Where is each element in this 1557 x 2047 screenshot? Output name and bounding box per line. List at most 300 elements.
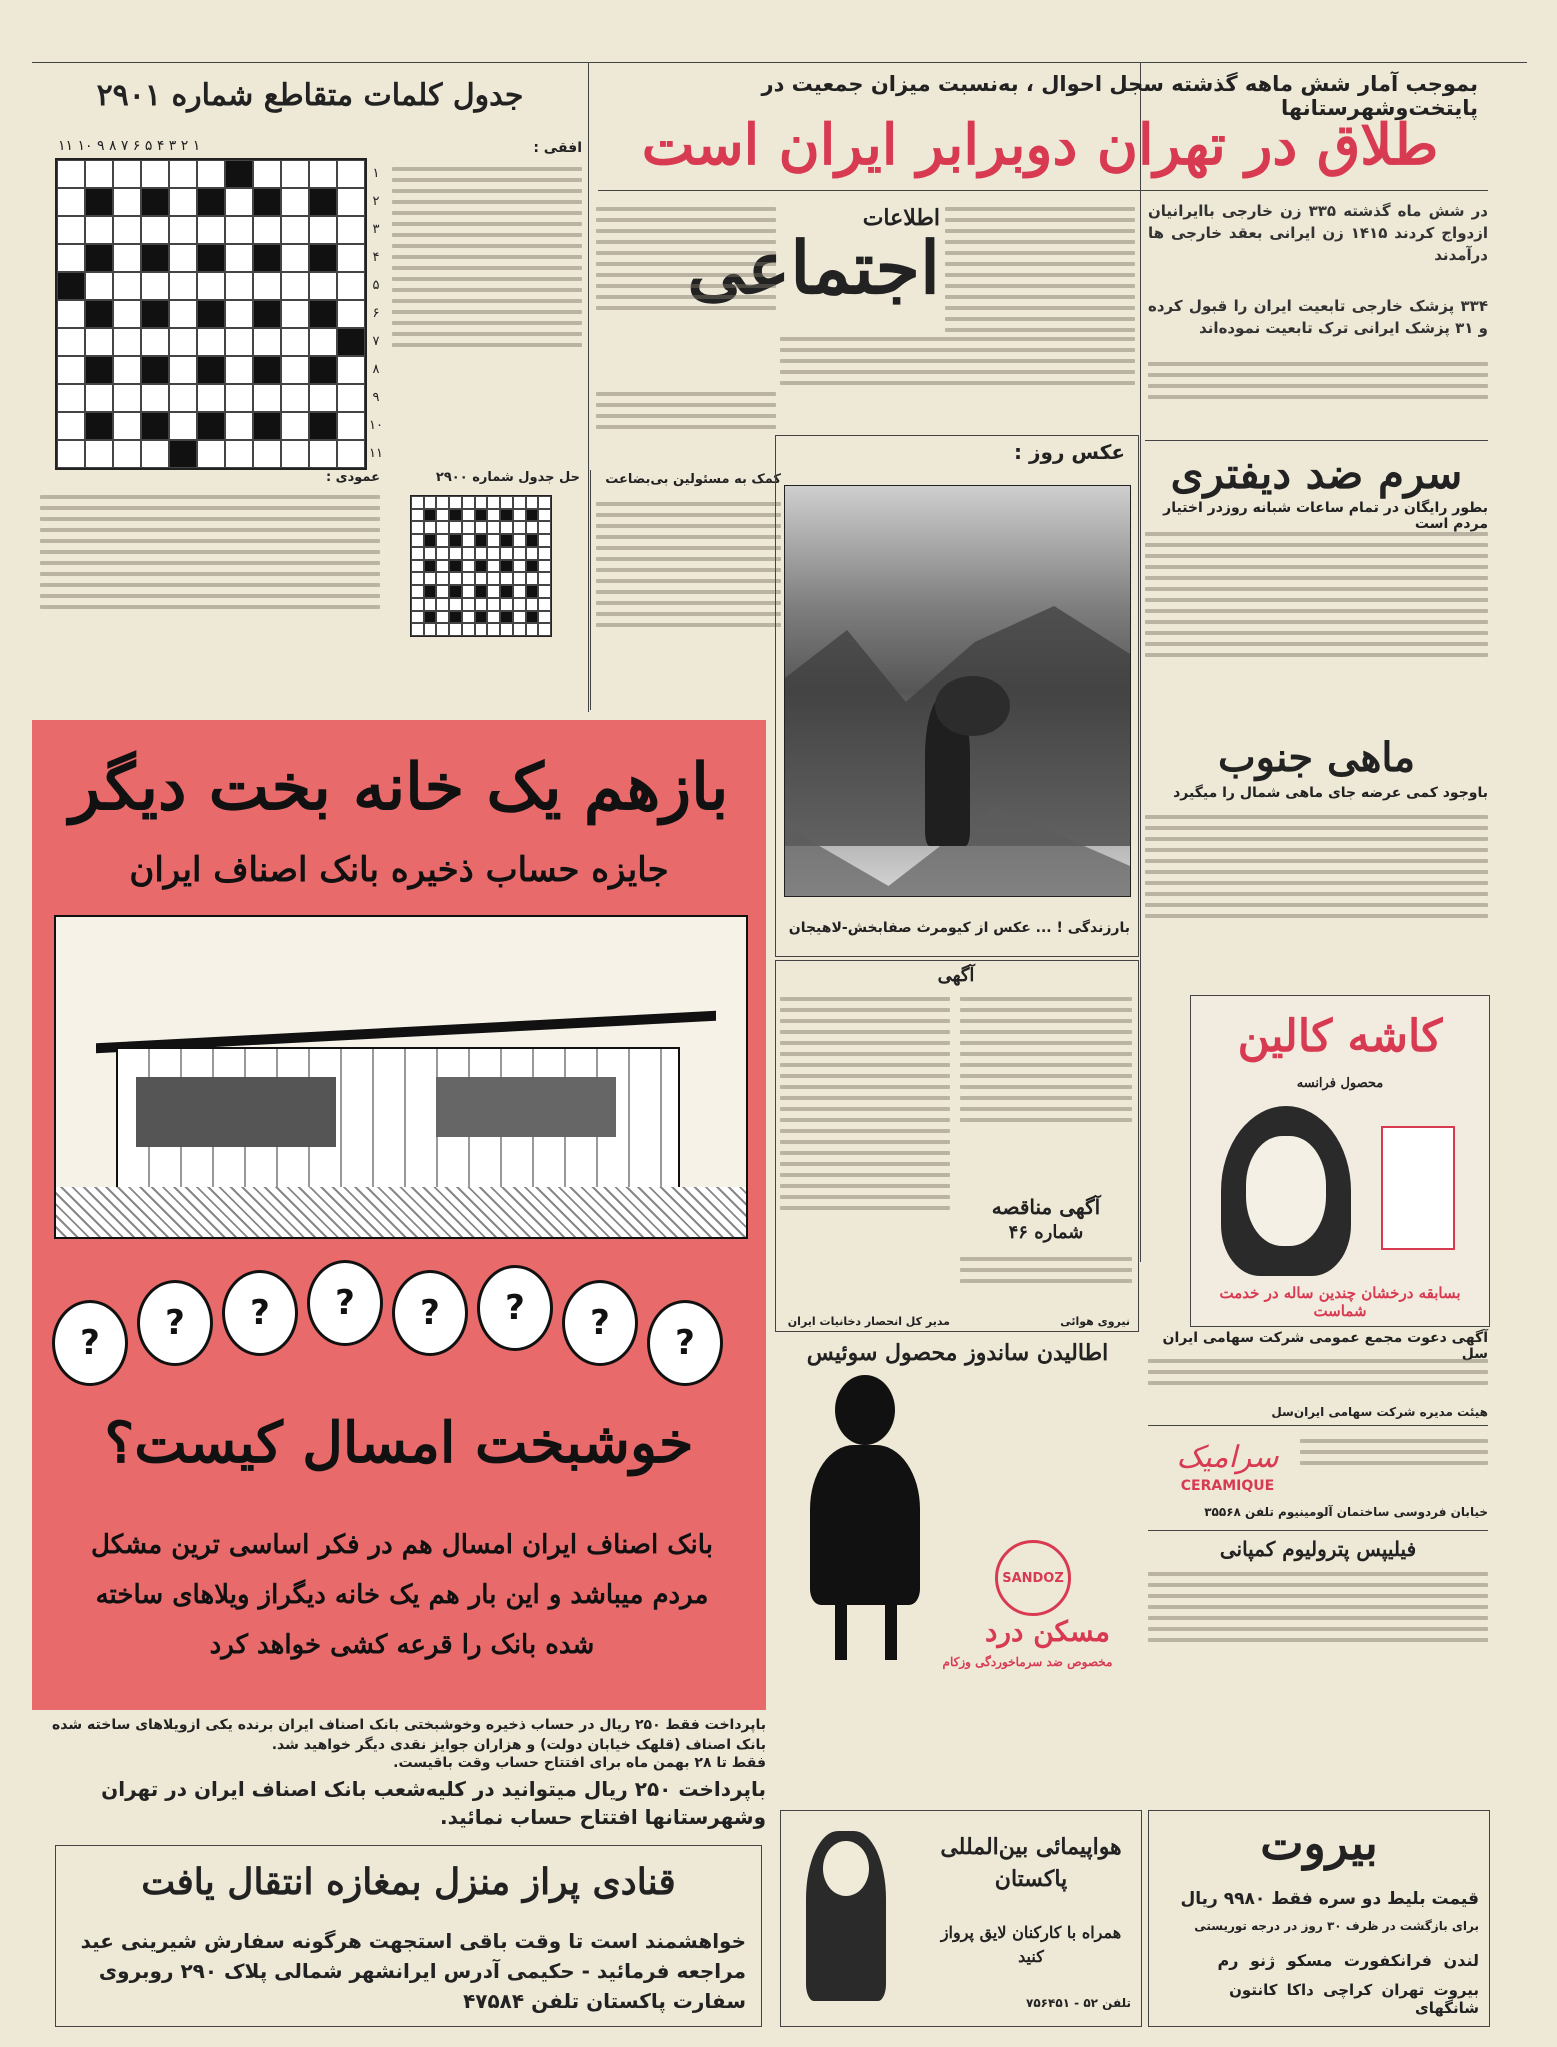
ceramique-address: خیابان فردوسی ساختمان آلومینیوم تلفن ۳۵۵۶۸ bbox=[1204, 1505, 1488, 1519]
grid-cell[interactable] bbox=[253, 440, 281, 468]
grid-cell[interactable] bbox=[85, 272, 113, 300]
grid-cell[interactable] bbox=[225, 300, 253, 328]
notice-sign2: نیروی هوائی bbox=[1060, 1315, 1130, 1328]
kashe-ad[interactable] bbox=[1190, 995, 1490, 1327]
grid-cell[interactable] bbox=[169, 272, 197, 300]
grid-cell[interactable] bbox=[309, 272, 337, 300]
grid-cell[interactable] bbox=[337, 384, 365, 412]
bank-ad[interactable] bbox=[32, 720, 766, 1710]
grid-cell bbox=[538, 585, 551, 598]
grid-cell bbox=[513, 534, 526, 547]
section-rule bbox=[1148, 1530, 1488, 1531]
grid-cell[interactable] bbox=[225, 160, 253, 188]
grid-cell[interactable] bbox=[57, 328, 85, 356]
grid-cell bbox=[462, 496, 475, 509]
grid-cell bbox=[526, 598, 539, 611]
grid-cell[interactable] bbox=[197, 300, 225, 328]
grid-cell bbox=[462, 547, 475, 560]
grid-cell[interactable] bbox=[281, 328, 309, 356]
grid-cell[interactable] bbox=[337, 216, 365, 244]
grid-cell[interactable] bbox=[113, 300, 141, 328]
bank-ad-question: خوشبخت امسال کیست؟ bbox=[104, 1410, 694, 1476]
grid-cell bbox=[411, 623, 424, 636]
grid-cell[interactable] bbox=[225, 272, 253, 300]
grid-cell bbox=[436, 509, 449, 522]
bullet-2: ۳۳۴ پزشک خارجی تابعیت ایران را قبول کرده و ۳۱ پزشک ایرانی ترک تابعیت نموده‌اند bbox=[1148, 297, 1488, 337]
grid-cell[interactable] bbox=[225, 384, 253, 412]
grid-cell bbox=[449, 611, 462, 624]
grid-cell bbox=[513, 560, 526, 573]
logo-small: اطلاعات bbox=[862, 205, 940, 231]
grid-cell[interactable] bbox=[225, 356, 253, 384]
grid-cell[interactable] bbox=[253, 188, 281, 216]
grid-cell[interactable] bbox=[113, 412, 141, 440]
grid-cell bbox=[500, 598, 513, 611]
grid-cell bbox=[449, 623, 462, 636]
grid-cell[interactable] bbox=[281, 356, 309, 384]
airline-phone: تلفن ۵۲ - ۷۵۶۴۵۱ bbox=[1026, 1996, 1131, 2010]
grid-cell[interactable] bbox=[225, 244, 253, 272]
grid-cell[interactable] bbox=[197, 188, 225, 216]
grid-cell[interactable] bbox=[141, 272, 169, 300]
grid-cell bbox=[500, 560, 513, 573]
grid-cell[interactable] bbox=[225, 216, 253, 244]
grid-cell bbox=[411, 560, 424, 573]
grid-cell[interactable] bbox=[85, 384, 113, 412]
grid-cell bbox=[526, 611, 539, 624]
ceramique-persian: سرامیک bbox=[1176, 1440, 1279, 1475]
confectionery-headline: قنادی پراز منزل بمغازه انتقال یافت bbox=[141, 1861, 676, 1903]
grid-cell[interactable] bbox=[57, 300, 85, 328]
grid-cell[interactable] bbox=[113, 160, 141, 188]
assembly-footer: هیئت مدیره شرکت سهامی ایران‌سل bbox=[1271, 1405, 1488, 1419]
grid-cell[interactable] bbox=[253, 216, 281, 244]
grid-cell bbox=[424, 496, 437, 509]
grid-cell bbox=[475, 585, 488, 598]
airline-ad[interactable] bbox=[780, 1810, 1142, 2027]
grid-cell[interactable] bbox=[57, 384, 85, 412]
story-text-column bbox=[596, 385, 776, 465]
crossword-grid[interactable] bbox=[55, 158, 367, 470]
grid-cell[interactable] bbox=[141, 412, 169, 440]
grid-cell[interactable] bbox=[197, 384, 225, 412]
grid-cell[interactable] bbox=[281, 244, 309, 272]
grid-cell[interactable] bbox=[309, 216, 337, 244]
grid-cell[interactable] bbox=[253, 300, 281, 328]
help-text bbox=[596, 495, 781, 705]
grid-cell[interactable] bbox=[197, 160, 225, 188]
grid-cell[interactable] bbox=[281, 440, 309, 468]
grid-cell bbox=[526, 585, 539, 598]
logo-big: اجتماعی bbox=[687, 225, 940, 310]
grid-cell bbox=[538, 572, 551, 585]
bank-ad-faces-row bbox=[52, 1260, 742, 1390]
grid-cell bbox=[475, 509, 488, 522]
solution-title: حل جدول شماره ۲۹۰۰ bbox=[435, 470, 580, 485]
grid-cell[interactable] bbox=[57, 272, 85, 300]
grid-cell[interactable] bbox=[281, 300, 309, 328]
grid-cell bbox=[475, 598, 488, 611]
headline-rule bbox=[598, 190, 1488, 191]
grid-cell bbox=[538, 623, 551, 636]
grid-cell bbox=[475, 534, 488, 547]
grid-cell bbox=[538, 496, 551, 509]
grid-cell bbox=[449, 547, 462, 560]
kashe-line: بسابقه درخشان چندین ساله در خدمت شماست bbox=[1219, 1284, 1461, 1320]
notice-title: آگهی bbox=[937, 965, 975, 986]
grid-cell bbox=[500, 547, 513, 560]
grid-cell bbox=[513, 496, 526, 509]
grid-cell[interactable] bbox=[113, 216, 141, 244]
notice-text-left bbox=[780, 990, 950, 1320]
crossword-col-numbers: ۱۱ ۱۰ ۹ ۸ ۷ ۶ ۵ ۴ ۳ ۲ ۱ bbox=[58, 138, 201, 154]
grid-cell bbox=[538, 509, 551, 522]
serum-text bbox=[1145, 525, 1488, 725]
grid-cell bbox=[462, 598, 475, 611]
grid-cell bbox=[526, 547, 539, 560]
photo-title: عکس روز : bbox=[1014, 440, 1125, 464]
grid-cell[interactable] bbox=[281, 160, 309, 188]
grid-cell[interactable] bbox=[197, 328, 225, 356]
grid-cell bbox=[500, 521, 513, 534]
grid-cell bbox=[526, 496, 539, 509]
question-face: ? bbox=[562, 1280, 638, 1366]
grid-cell[interactable] bbox=[281, 188, 309, 216]
grid-cell[interactable] bbox=[337, 356, 365, 384]
grid-cell[interactable] bbox=[281, 412, 309, 440]
grid-cell[interactable] bbox=[197, 440, 225, 468]
bank-ad-fine2: فقط تا ۲۸ بهمن ماه برای افتتاح حساب وقت باقیست. bbox=[393, 1755, 766, 1771]
grid-cell[interactable] bbox=[141, 384, 169, 412]
grid-cell[interactable] bbox=[57, 356, 85, 384]
grid-cell[interactable] bbox=[141, 160, 169, 188]
beirut-title: بیروت bbox=[1260, 1816, 1378, 1870]
grid-cell bbox=[449, 534, 462, 547]
grid-cell bbox=[538, 598, 551, 611]
grid-cell bbox=[526, 509, 539, 522]
grid-cell bbox=[475, 521, 488, 534]
grid-cell[interactable] bbox=[169, 300, 197, 328]
crossword-title: جدول کلمات متقاطع شماره ۲۹۰۱ bbox=[96, 78, 524, 113]
grid-cell bbox=[436, 560, 449, 573]
grid-cell[interactable] bbox=[309, 384, 337, 412]
grid-cell bbox=[462, 623, 475, 636]
grid-cell[interactable] bbox=[57, 188, 85, 216]
grid-cell bbox=[500, 509, 513, 522]
grid-cell bbox=[538, 521, 551, 534]
grid-cell bbox=[487, 611, 500, 624]
column-rule bbox=[1140, 62, 1141, 1262]
serum-subtitle: بطور رایگان در تمام ساعات شبانه روزدر اختیار مردم است bbox=[1163, 500, 1488, 532]
photo-firewood bbox=[935, 676, 1010, 736]
fish-subtitle: باوجود کمی عرضه جای ماهی شمال را میگیرد bbox=[1173, 785, 1488, 801]
bank-ad-subhead: جایزه حساب ذخیره بانک اصناف ایران bbox=[129, 850, 669, 890]
ceramique-text bbox=[1300, 1432, 1488, 1482]
grid-cell[interactable] bbox=[309, 440, 337, 468]
grid-cell bbox=[411, 534, 424, 547]
grid-cell bbox=[513, 611, 526, 624]
grid-cell[interactable] bbox=[169, 356, 197, 384]
grid-cell[interactable] bbox=[113, 384, 141, 412]
down-clues bbox=[40, 488, 380, 678]
grid-cell[interactable] bbox=[197, 244, 225, 272]
bank-ad-fine1: باپرداخت فقط ۲۵۰ ریال در حساب ذخیره وخوشبختی بانک اصناف ایران برنده یکی ازویلاهای ساخته شده بانک اصناف (قلهک خیابان دولت) و هزاران جوایز نقدی دیگر خواهید شد. bbox=[52, 1717, 766, 1753]
grid-cell[interactable] bbox=[253, 272, 281, 300]
grid-cell[interactable] bbox=[169, 160, 197, 188]
grid-cell bbox=[449, 509, 462, 522]
grid-cell bbox=[436, 585, 449, 598]
masthead-kicker: بموجب آمار شش ماهه گذشته سجل احوال ، به‌نسبت میزان جمعیت در پایتخت‌وشهرستانها bbox=[761, 72, 1478, 120]
grid-cell bbox=[449, 598, 462, 611]
down-label: عمودی : bbox=[325, 470, 380, 485]
grid-cell bbox=[500, 496, 513, 509]
grid-cell[interactable] bbox=[141, 244, 169, 272]
grid-cell[interactable] bbox=[281, 384, 309, 412]
grid-cell bbox=[424, 547, 437, 560]
grid-cell[interactable] bbox=[253, 412, 281, 440]
grid-cell[interactable] bbox=[113, 440, 141, 468]
grid-cell[interactable] bbox=[337, 440, 365, 468]
grid-cell[interactable] bbox=[253, 384, 281, 412]
grid-cell bbox=[436, 534, 449, 547]
question-face: ? bbox=[52, 1300, 128, 1386]
grid-cell bbox=[411, 611, 424, 624]
grid-cell[interactable] bbox=[197, 356, 225, 384]
grid-cell bbox=[424, 623, 437, 636]
grid-cell bbox=[449, 496, 462, 509]
grid-cell bbox=[449, 560, 462, 573]
grid-cell bbox=[462, 611, 475, 624]
grid-cell[interactable] bbox=[141, 356, 169, 384]
grid-cell bbox=[449, 572, 462, 585]
grid-cell[interactable] bbox=[85, 160, 113, 188]
grid-cell[interactable] bbox=[309, 188, 337, 216]
grid-cell[interactable] bbox=[169, 412, 197, 440]
grid-cell bbox=[411, 585, 424, 598]
question-face: ? bbox=[307, 1260, 383, 1346]
story-text-block bbox=[780, 330, 1135, 425]
airline-cta: همراه با کارکنان لایق پرواز کنید bbox=[940, 1923, 1122, 1966]
grid-cell bbox=[526, 560, 539, 573]
grid-cell bbox=[424, 598, 437, 611]
question-face: ? bbox=[222, 1270, 298, 1356]
grid-cell[interactable] bbox=[253, 244, 281, 272]
grid-cell[interactable] bbox=[281, 272, 309, 300]
grid-cell[interactable] bbox=[225, 440, 253, 468]
grid-cell[interactable] bbox=[309, 412, 337, 440]
grid-cell[interactable] bbox=[85, 216, 113, 244]
grid-cell bbox=[500, 623, 513, 636]
beirut-ad[interactable] bbox=[1148, 1810, 1490, 2027]
grid-cell bbox=[513, 598, 526, 611]
grid-cell[interactable] bbox=[57, 216, 85, 244]
fish-title: ماهی جنوب bbox=[1217, 734, 1416, 781]
grid-cell bbox=[513, 585, 526, 598]
fish-text bbox=[1145, 808, 1488, 973]
serum-title: سرم ضد دیفتری bbox=[1170, 449, 1463, 498]
grid-cell[interactable] bbox=[169, 216, 197, 244]
grid-cell[interactable] bbox=[337, 188, 365, 216]
grid-cell[interactable] bbox=[337, 328, 365, 356]
stewardess-face bbox=[823, 1841, 869, 1896]
grid-cell bbox=[500, 585, 513, 598]
bank-ad-cta: باپرداخت ۲۵۰ ریال میتوانید در کلیه‌شعب بانک اصناف ایران در تهران وشهرستانها افتتاح حساب نمائید. bbox=[101, 1777, 766, 1829]
grid-cell bbox=[424, 560, 437, 573]
solution-grid bbox=[410, 495, 552, 637]
grid-cell bbox=[500, 572, 513, 585]
grid-cell[interactable] bbox=[253, 160, 281, 188]
grid-cell[interactable] bbox=[113, 244, 141, 272]
assembly-title: آگهی دعوت مجمع عمومی شرکت سهامی ایران سل bbox=[1162, 1330, 1488, 1362]
confectionery-body: خواهشمند است تا وقت باقی استجهت هرگونه سفارش شیرینی عید مراجعه فرمائید - حکیمی آدرس ایرانشهر شمالی پلاک ۲۹۰ روبروی سفارت پاکستان تلفن ۴۷۵۸۴ bbox=[80, 1929, 746, 2013]
grid-cell[interactable] bbox=[337, 160, 365, 188]
grid-cell bbox=[449, 521, 462, 534]
grid-cell[interactable] bbox=[197, 216, 225, 244]
grid-cell[interactable] bbox=[57, 440, 85, 468]
grid-cell[interactable] bbox=[337, 412, 365, 440]
grid-cell[interactable] bbox=[85, 244, 113, 272]
crossword-row-numbers: ۱ ۲ ۳ ۴ ۵ ۶ ۷ ۸ ۹ ۱۰ ۱۱ bbox=[369, 166, 383, 461]
question-face: ? bbox=[392, 1270, 468, 1356]
grid-cell[interactable] bbox=[113, 188, 141, 216]
grid-cell[interactable] bbox=[253, 356, 281, 384]
grid-cell[interactable] bbox=[197, 412, 225, 440]
grid-cell[interactable] bbox=[169, 188, 197, 216]
grid-cell bbox=[538, 547, 551, 560]
grid-cell[interactable] bbox=[141, 188, 169, 216]
grid-cell[interactable] bbox=[85, 328, 113, 356]
grid-cell[interactable] bbox=[337, 300, 365, 328]
grid-cell bbox=[424, 585, 437, 598]
grid-cell[interactable] bbox=[197, 272, 225, 300]
grid-cell[interactable] bbox=[169, 244, 197, 272]
grid-cell bbox=[475, 623, 488, 636]
grid-cell bbox=[487, 585, 500, 598]
masthead-headline: طلاق در تهران دوبرابر ایران است bbox=[641, 112, 1439, 178]
grid-cell bbox=[424, 521, 437, 534]
kashe-tag: محصول فرانسه bbox=[1296, 1076, 1384, 1091]
grid-cell[interactable] bbox=[85, 440, 113, 468]
grid-cell[interactable] bbox=[85, 356, 113, 384]
sandoz-badge: SANDOZ bbox=[995, 1540, 1071, 1616]
grid-cell bbox=[424, 534, 437, 547]
grid-cell[interactable] bbox=[309, 244, 337, 272]
grid-cell bbox=[500, 611, 513, 624]
bullet-text-lines bbox=[1148, 355, 1488, 425]
grid-cell[interactable] bbox=[57, 412, 85, 440]
grid-cell bbox=[411, 509, 424, 522]
grid-cell bbox=[424, 509, 437, 522]
confectionery-ad[interactable] bbox=[55, 1845, 762, 2027]
grid-cell[interactable] bbox=[225, 328, 253, 356]
grid-cell bbox=[526, 572, 539, 585]
beirut-cities-2: بیروت تهران کراچی داکا کانتون شانگهای bbox=[1229, 1981, 1479, 2017]
grid-cell[interactable] bbox=[85, 300, 113, 328]
grid-cell bbox=[436, 547, 449, 560]
grid-cell[interactable] bbox=[141, 216, 169, 244]
grid-cell bbox=[462, 572, 475, 585]
grid-cell bbox=[487, 521, 500, 534]
grid-cell[interactable] bbox=[113, 356, 141, 384]
question-face: ? bbox=[477, 1265, 553, 1351]
help-title: کمک به مسئولین بی‌بضاعت bbox=[605, 472, 781, 487]
across-clues bbox=[392, 160, 582, 465]
grid-cell bbox=[513, 509, 526, 522]
bank-ad-body: بانک اصناف ایران امسال هم در فکر اساسی ترین مشکل مردم میباشد و این بار هم یک خانه دیگراز ویلاهای ساخته شده بانک را قرعه کشی خواهد کرد bbox=[91, 1530, 713, 1660]
ital-slogan: مسکن درد bbox=[985, 1615, 1110, 1648]
phillips-title: فیلیپس پترولیوم کمپانی bbox=[1219, 1537, 1417, 1561]
grid-cell[interactable] bbox=[309, 300, 337, 328]
grid-cell[interactable] bbox=[337, 244, 365, 272]
ital-sub: مخصوص ضد سرماخوردگی وزکام bbox=[942, 1655, 1113, 1669]
notice-text-right bbox=[960, 990, 1132, 1190]
grid-cell bbox=[526, 534, 539, 547]
kashe-brand: کاشه کالین bbox=[1237, 1011, 1443, 1062]
grid-cell[interactable] bbox=[141, 328, 169, 356]
assembly-text bbox=[1148, 1352, 1488, 1402]
grid-cell[interactable] bbox=[85, 188, 113, 216]
beirut-price: قیمت بلیط دو سره فقط ۹۹۸۰ ریال bbox=[1180, 1889, 1479, 1909]
grid-cell[interactable] bbox=[85, 412, 113, 440]
grid-cell bbox=[526, 623, 539, 636]
grid-cell[interactable] bbox=[113, 328, 141, 356]
phillips-text bbox=[1148, 1565, 1488, 1675]
grid-cell[interactable] bbox=[141, 440, 169, 468]
grid-cell[interactable] bbox=[113, 272, 141, 300]
grid-cell bbox=[449, 585, 462, 598]
grid-cell bbox=[436, 598, 449, 611]
grid-cell bbox=[411, 598, 424, 611]
grid-cell[interactable] bbox=[169, 384, 197, 412]
photo-image bbox=[784, 485, 1131, 897]
grid-cell bbox=[475, 611, 488, 624]
grid-cell[interactable] bbox=[225, 188, 253, 216]
question-face: ? bbox=[647, 1300, 723, 1386]
tender-text bbox=[960, 1250, 1132, 1305]
grid-cell bbox=[487, 560, 500, 573]
grid-cell[interactable] bbox=[281, 216, 309, 244]
grid-cell bbox=[487, 509, 500, 522]
grid-cell[interactable] bbox=[225, 412, 253, 440]
grid-cell[interactable] bbox=[57, 244, 85, 272]
grid-cell[interactable] bbox=[309, 356, 337, 384]
grid-cell[interactable] bbox=[57, 160, 85, 188]
grid-cell bbox=[513, 521, 526, 534]
grid-cell bbox=[475, 572, 488, 585]
grid-cell[interactable] bbox=[141, 300, 169, 328]
grid-cell[interactable] bbox=[309, 328, 337, 356]
grid-cell bbox=[513, 623, 526, 636]
grid-cell[interactable] bbox=[253, 328, 281, 356]
section-rule bbox=[1148, 1425, 1488, 1426]
grid-cell bbox=[411, 521, 424, 534]
airline-name: هواپیمائی بین‌المللی پاکستان bbox=[940, 1834, 1122, 1892]
kashe-product-box bbox=[1381, 1126, 1455, 1250]
ital-title: اطالیدن ساندوز محصول سوئیس bbox=[806, 1340, 1109, 1366]
photo-caption: بارزندگی ! ... عکس از کیومرث صفابخش-لاهیجان bbox=[788, 920, 1130, 936]
grid-cell bbox=[436, 572, 449, 585]
grid-cell[interactable] bbox=[337, 272, 365, 300]
grid-cell[interactable] bbox=[309, 160, 337, 188]
notice-sign1: مدیر کل انحصار دخانیات ایران bbox=[787, 1315, 950, 1328]
across-label: افقی : bbox=[533, 140, 582, 156]
column-rule bbox=[590, 470, 591, 710]
grid-cell bbox=[487, 496, 500, 509]
grid-cell bbox=[475, 560, 488, 573]
grid-cell[interactable] bbox=[169, 440, 197, 468]
grid-cell[interactable] bbox=[169, 328, 197, 356]
beirut-cities-1: لندن فرانکفورت مسکو ژنو رم bbox=[1217, 1951, 1479, 1970]
